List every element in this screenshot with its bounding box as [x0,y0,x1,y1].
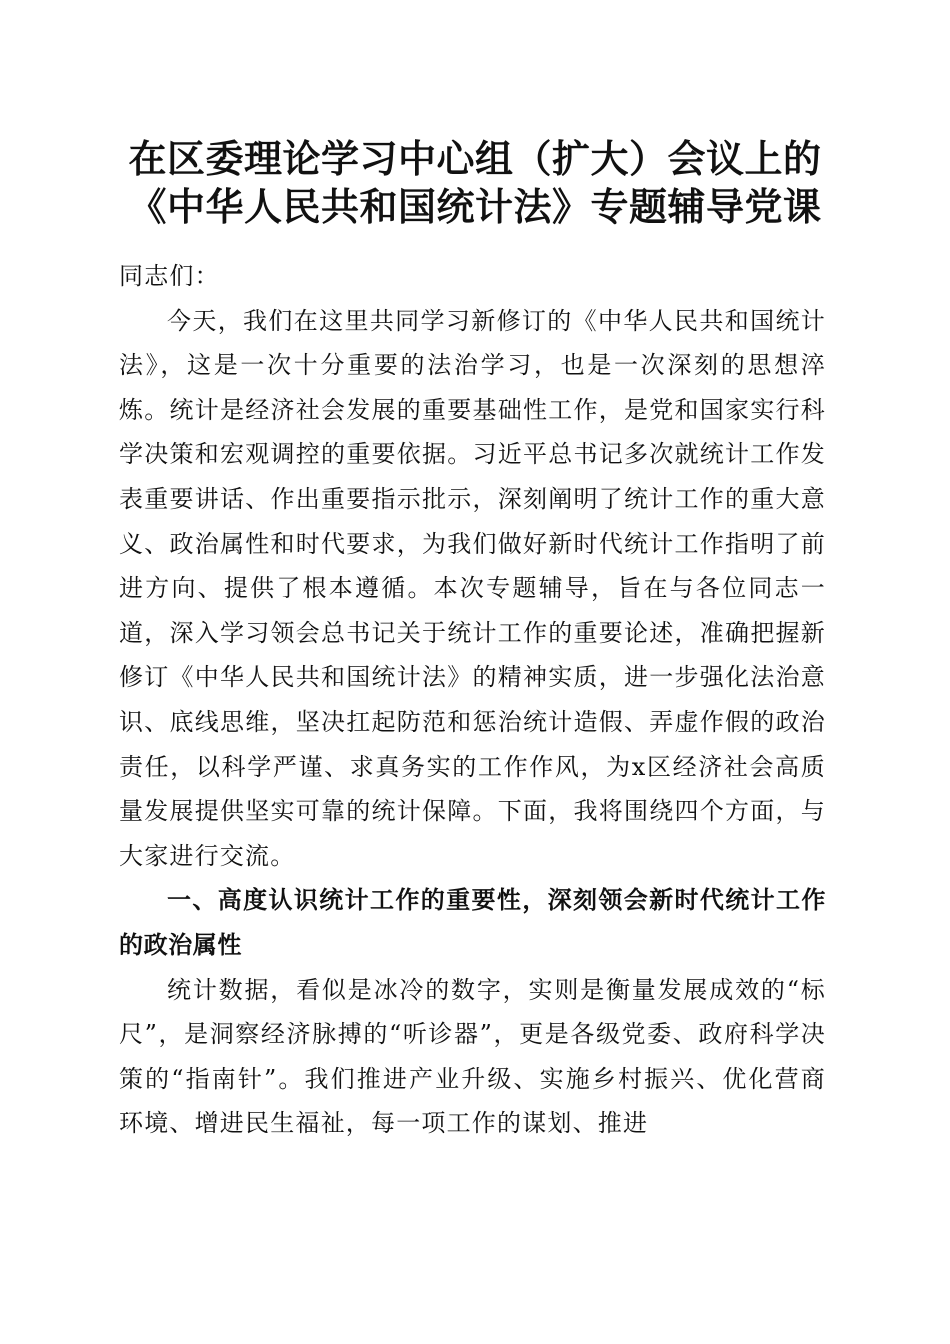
section-1-paragraph: 统计数据，看似是冰冷的数字，实则是衡量发展成效的“标尺”，是洞察经济脉搏的“听诊器”，更是各级党委、政府科学决策的“指南针”。我们推进产业升级、实施乡村振兴、优化营商环境、增进民生福祉，每一项工作的谋划、推进 [119,975,826,1138]
intro-paragraph: 今天，我们在这里共同学习新修订的《中华人民共和国统计法》，这是一次十分重要的法治学习，也是一次深刻的思想淬炼。统计是经济社会发展的重要基础性工作，是党和国家实行科学决策和宏观调控的重要依据。习近平总书记多次就统计工作发表重要讲话、作出重要指示批示，深刻阐明了统计工作的重大意义、政治属性和时代要求，为我们做好新时代统计工作指明了前进方向、提供了根本遵循。本次专题辅导，旨在与各位同志一道，深入学习领会总书记关于统计工作的重要论述，准确把握新修订《中华人民共和国统计法》的精神实质，进一步强化法治意识、底线思维，坚决扛起防范和惩治统计造假、弄虚作假的政治责任，以科学严谨、求真务实的工作作风，为x区经济社会高质量发展提供坚实可靠的统计保障。下面，我将围绕四个方面，与大家进行交流。 [119,306,826,870]
salutation: 同志们： [119,262,220,290]
document-body [119,254,826,1146]
section-1-heading: 一、高度认识统计工作的重要性，深刻领会新时代统计工作的政治属性 [119,886,826,959]
document-title: 在区委理论学习中心组（扩大）会议上的《中华人民共和国统计法》专题辅导党课 [128,136,822,229]
